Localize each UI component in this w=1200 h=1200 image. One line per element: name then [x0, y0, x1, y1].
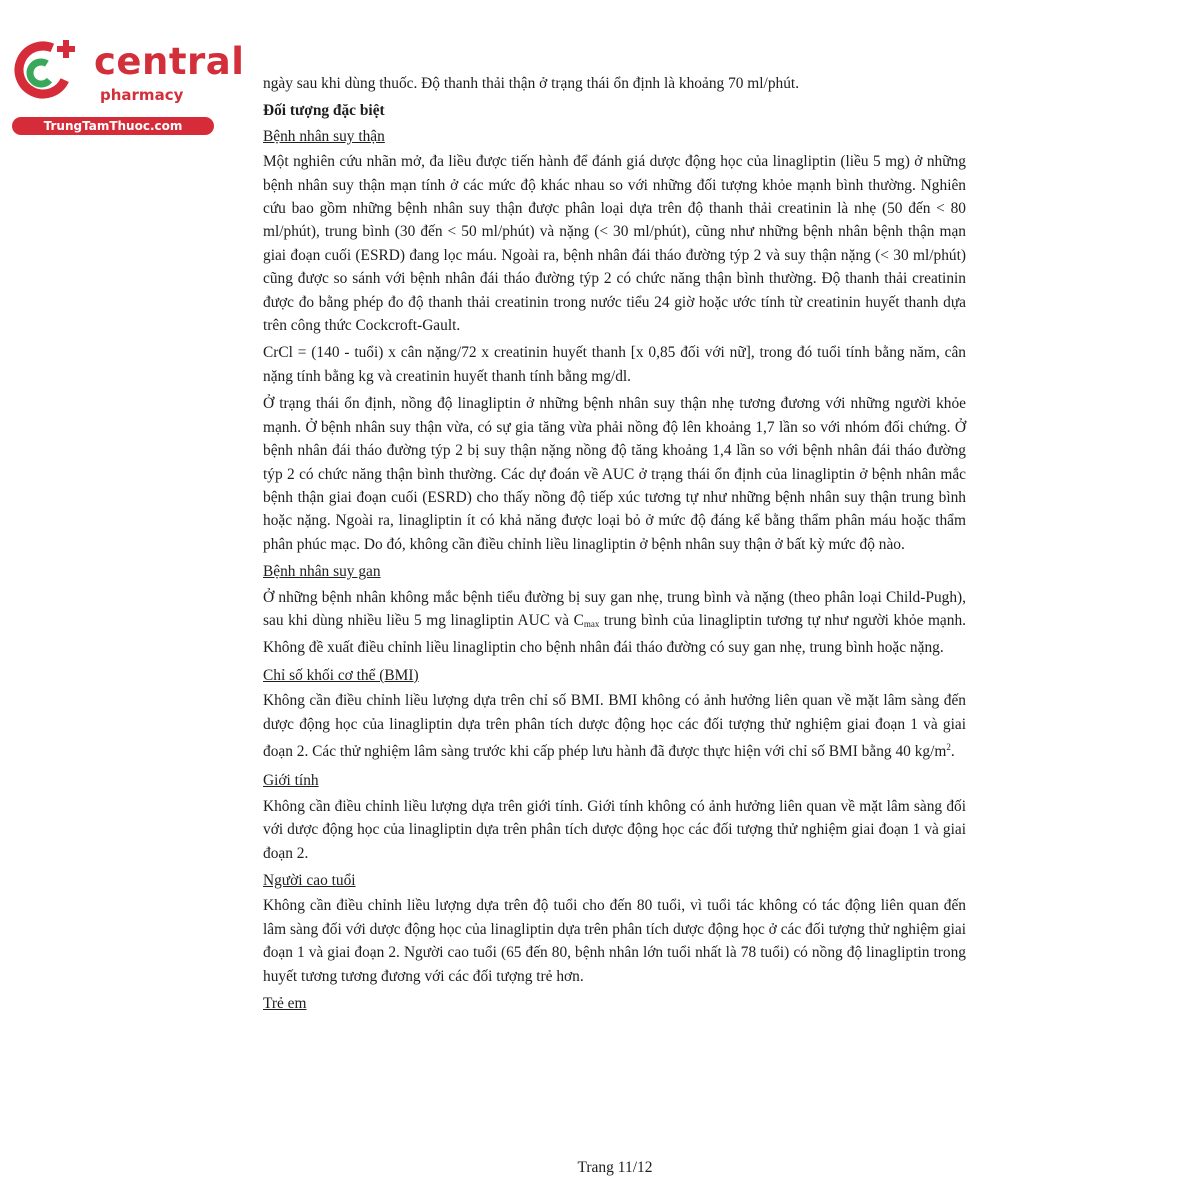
logo-subtitle: pharmacy	[100, 86, 184, 104]
hepatic-paragraph	[263, 586, 966, 660]
hepatic-text-a: Ở những bệnh nhân không mắc bệnh tiểu đường bị suy gan nhẹ, trung bình và nặng (theo phân loại Child-Pugh), sau khi dùng nhiều liều 5 mg linagliptin AUC và C	[263, 588, 966, 629]
pharmacy-cross-logo-icon	[10, 36, 90, 102]
bmi-text-a: Không cần điều chỉnh liều lượng dựa trên chỉ số BMI. BMI không có ảnh hưởng liên quan về mặt lâm sàng đến dược động học của linagliptin dựa trên phân tích dược động học các đối tượng thử nghiệm giai đoạn 1 và giai đoạn 2. Các thử nghiệm lâm sàng trước khi cấp phép lưu hành đã được thực hiện với chỉ số BMI bằng 40 kg/m	[263, 692, 966, 760]
cmax-subscript: max	[583, 618, 600, 629]
renal-paragraph-2: CrCl = (140 - tuổi) x cân nặng/72 x creatinin huyết thanh [x 0,85 đối với nữ], trong đó tuổi tính bằng năm, cân nặng tính bằng kg và creatinin huyết thanh tính bằng mg/dl.	[263, 344, 966, 385]
hepatic-impairment-heading: Bệnh nhân suy gan	[263, 563, 381, 581]
children-heading: Trẻ em	[263, 995, 307, 1013]
renal-impairment-heading: Bệnh nhân suy thận	[263, 127, 385, 145]
bmi-heading: Chỉ số khối cơ thể (BMI)	[263, 666, 419, 684]
renal-paragraph-3: Ở trạng thái ổn định, nồng độ linagliptin ở những bệnh nhân suy thận nhẹ tương đương với những người khỏe mạnh. Ở bệnh nhân suy thận vừa, có sự gia tăng vừa phải nồng độ lên khoảng 1,7 lần so với nhóm đối chứng. Ở bệnh nhân đái tháo đường týp 2 bị suy thận nặng nồng độ tăng khoảng 1,4 lần so với bệnh nhân đái tháo đường týp 2 có chức năng thận bình thường. Các dự đoán về AUC ở trạng thái ổn định của linagliptin ở bệnh nhân mắc bệnh thận giai đoạn cuối (ESRD) cho thấy nồng độ tiếp xúc tương tự như những bệnh nhân suy thận trung bình hoặc nặng. Ngoài ra, linagliptin ít có khả năng được loại bỏ ở mức độ đáng kể bằng thẩm phân máu hoặc thẩm phân phúc mạc. Do đó, không cần điều chỉnh liều linagliptin ở bệnh nhân suy thận ở bất kỳ mức độ nào.	[263, 395, 966, 553]
intro-paragraph: ngày sau khi dùng thuốc. Độ thanh thải thận ở trạng thái ổn định là khoảng 70 ml/phút.	[263, 75, 800, 92]
logo-name: central	[94, 40, 245, 83]
bmi-text-b: .	[950, 742, 955, 760]
bmi-paragraph	[263, 689, 966, 763]
special-subjects-heading: Đối tượng đặc biệt	[263, 102, 385, 120]
elderly-heading: Người cao tuổi	[263, 872, 356, 889]
logo-url-badge: TrungTamThuoc.com	[12, 117, 214, 135]
gender-heading: Giới tính	[263, 772, 319, 790]
renal-paragraph-1: Một nghiên cứu nhãn mở, đa liều được tiến hành để đánh giá dược động học của linagliptin (liều 5 mg) ở những bệnh nhân suy thận mạn tính ở các mức độ khác nhau so với những đối tượng khỏe mạnh bình thường. Nghiên cứu bao gồm những bệnh nhân suy thận được phân loại dựa trên độ thanh thải creatinin là nhẹ (50 đến < 80 ml/phút), trung bình (30 đến < 50 ml/phút) và nặng (< 30 ml/phút), cũng như những bệnh nhân bệnh thận mạn giai đoạn cuối (ESRD) đang lọc máu. Ngoài ra, bệnh nhân đái tháo đường týp 2 và suy thận nặng (< 30 ml/phút) cũng được so sánh với bệnh nhân đái tháo đường týp 2 có chức năng thận bình thường. Độ thanh thải creatinin được đo bằng phép đo độ thanh thải creatinin trong nước tiểu 24 giờ hoặc ước tính từ creatinin huyết thanh dựa trên công thức Cockcroft-Gault.	[263, 153, 966, 335]
squared-superscript: 2	[946, 741, 951, 752]
page-number: Trang 11/12	[577, 1159, 653, 1176]
hepatic-text-b: trung bình của linagliptin tương tự như người khỏe mạnh. Không đề xuất điều chỉnh liều linagliptin cho bệnh nhân đái tháo đường có suy gan nhẹ, trung bình hoặc nặng.	[263, 611, 966, 657]
elderly-paragraph: Không cần điều chỉnh liều lượng dựa trên độ tuổi cho đến 80 tuổi, vì tuổi tác không có tác động liên quan đến lâm sàng đối với dược động học của linagliptin dựa trên phân tích dược động học ở các đối tượng thử nghiệm giai đoạn 1 và giai đoạn 2. Người cao tuổi (65 đến 80, bệnh nhân lớn tuổi nhất là 78 tuổi) có nồng độ linagliptin trong huyết tương tương đương với các đối tượng trẻ hơn.	[263, 897, 966, 985]
gender-paragraph: Không cần điều chỉnh liều lượng dựa trên giới tính. Giới tính không có ảnh hưởng liên quan về mặt lâm sàng đối với dược động học của linagliptin dựa trên phân tích dược động học các đối tượng thử nghiệm giai đoạn 1 và giai đoạn 2.	[263, 797, 966, 862]
central-pharmacy-logo	[8, 36, 245, 136]
document-body	[263, 72, 966, 1017]
